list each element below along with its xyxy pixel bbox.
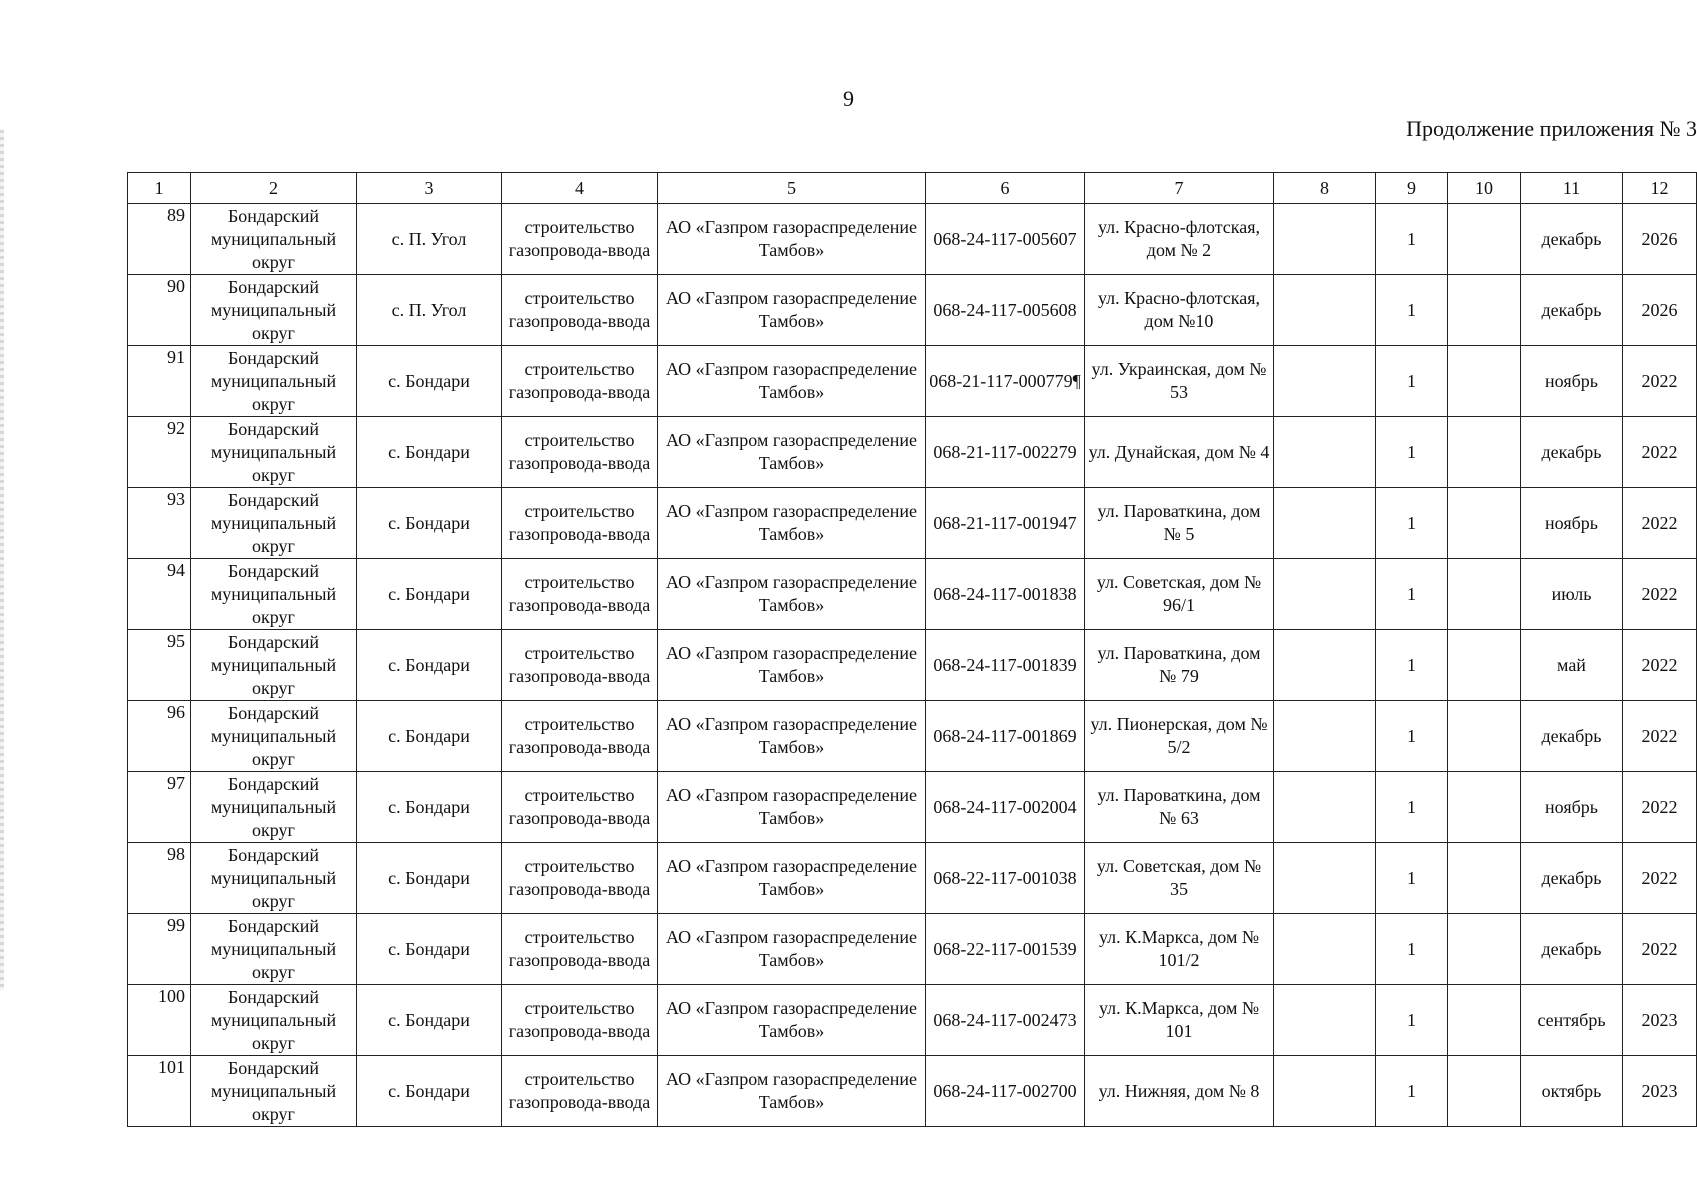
object-code-cell: 068-24-117-005608 (926, 275, 1085, 346)
settlement-cell: с. Бондари (357, 346, 502, 417)
address-cell: ул. Пароваткина, дом № 5 (1085, 488, 1274, 559)
settlement-cell: с. Бондари (357, 559, 502, 630)
work-type-cell: строительство газопровода-ввода (502, 417, 658, 488)
work-type-cell: строительство газопровода-ввода (502, 772, 658, 843)
row-number: 91 (128, 346, 191, 417)
organization-cell: АО «Газпром газораспределение Тамбов» (658, 1056, 926, 1127)
object-code-cell: 068-24-117-005607 (926, 204, 1085, 275)
year-cell: 2022 (1623, 346, 1697, 417)
year-cell: 2022 (1623, 559, 1697, 630)
column-8-cell (1274, 417, 1376, 488)
row-number: 101 (128, 1056, 191, 1127)
header-cell: 9 (1376, 173, 1448, 204)
district-cell: Бондарский муниципальный округ (191, 985, 357, 1056)
work-type-cell: строительство газопровода-ввода (502, 630, 658, 701)
quantity-cell: 1 (1376, 488, 1448, 559)
row-number: 97 (128, 772, 191, 843)
table-row (128, 488, 1697, 559)
continuation-heading: Продолжение приложения № 3 (1406, 116, 1697, 141)
settlement-cell: с. П. Угол (357, 275, 502, 346)
organization-cell: АО «Газпром газораспределение Тамбов» (658, 417, 926, 488)
address-cell: ул. Красно-флотская, дом № 2 (1085, 204, 1274, 275)
year-cell: 2022 (1623, 488, 1697, 559)
district-cell: Бондарский муниципальный округ (191, 559, 357, 630)
work-type-cell: строительство газопровода-ввода (502, 701, 658, 772)
page-number: 9 (843, 86, 854, 111)
row-number: 94 (128, 559, 191, 630)
column-10-cell (1448, 275, 1521, 346)
column-10-cell (1448, 1056, 1521, 1127)
header-cell: 10 (1448, 173, 1521, 204)
address-cell: ул. Советская, дом № 96/1 (1085, 559, 1274, 630)
district-cell: Бондарский муниципальный округ (191, 488, 357, 559)
month-cell: ноябрь (1521, 772, 1623, 843)
header-cell: 4 (502, 173, 658, 204)
month-cell: декабрь (1521, 204, 1623, 275)
quantity-cell: 1 (1376, 843, 1448, 914)
table-row (128, 914, 1697, 985)
row-number: 95 (128, 630, 191, 701)
quantity-cell: 1 (1376, 630, 1448, 701)
district-cell: Бондарский муниципальный округ (191, 417, 357, 488)
column-8-cell (1274, 843, 1376, 914)
district-cell: Бондарский муниципальный округ (191, 843, 357, 914)
organization-cell: АО «Газпром газораспределение Тамбов» (658, 701, 926, 772)
object-code-cell: 068-22-117-001038 (926, 843, 1085, 914)
quantity-cell: 1 (1376, 985, 1448, 1056)
object-code-cell: 068-22-117-001539 (926, 914, 1085, 985)
address-cell: ул. К.Маркса, дом № 101/2 (1085, 914, 1274, 985)
table-row (128, 204, 1697, 275)
address-cell: ул. Нижняя, дом № 8 (1085, 1056, 1274, 1127)
year-cell: 2023 (1623, 985, 1697, 1056)
table-body (128, 204, 1697, 1127)
column-8-cell (1274, 985, 1376, 1056)
district-cell: Бондарский муниципальный округ (191, 630, 357, 701)
year-cell: 2022 (1623, 914, 1697, 985)
address-cell: ул. Дунайская, дом № 4 (1085, 417, 1274, 488)
work-type-cell: строительство газопровода-ввода (502, 488, 658, 559)
quantity-cell: 1 (1376, 701, 1448, 772)
quantity-cell: 1 (1376, 204, 1448, 275)
organization-cell: АО «Газпром газораспределение Тамбов» (658, 559, 926, 630)
object-code-cell: 068-24-117-001839 (926, 630, 1085, 701)
district-cell: Бондарский муниципальный округ (191, 914, 357, 985)
column-10-cell (1448, 488, 1521, 559)
year-cell: 2026 (1623, 275, 1697, 346)
month-cell: октябрь (1521, 1056, 1623, 1127)
table-row (128, 843, 1697, 914)
address-cell: ул. Пароваткина, дом № 79 (1085, 630, 1274, 701)
header-cell: 3 (357, 173, 502, 204)
column-10-cell (1448, 346, 1521, 417)
object-code-cell: 068-24-117-001869 (926, 701, 1085, 772)
year-cell: 2022 (1623, 772, 1697, 843)
quantity-cell: 1 (1376, 559, 1448, 630)
column-10-cell (1448, 701, 1521, 772)
district-cell: Бондарский муниципальный округ (191, 204, 357, 275)
work-type-cell: строительство газопровода-ввода (502, 204, 658, 275)
table-row (128, 630, 1697, 701)
header-cell: 1 (128, 173, 191, 204)
settlement-cell: с. Бондари (357, 772, 502, 843)
address-cell: ул. Советская, дом № 35 (1085, 843, 1274, 914)
row-number: 92 (128, 417, 191, 488)
month-cell: ноябрь (1521, 346, 1623, 417)
header-cell: 6 (926, 173, 1085, 204)
address-cell: ул. Пионерская, дом № 5/2 (1085, 701, 1274, 772)
gas-connection-table (127, 172, 1697, 1127)
work-type-cell: строительство газопровода-ввода (502, 843, 658, 914)
header-cell: 5 (658, 173, 926, 204)
year-cell: 2022 (1623, 701, 1697, 772)
quantity-cell: 1 (1376, 914, 1448, 985)
object-code-cell: 068-21-117-001947 (926, 488, 1085, 559)
month-cell: сентябрь (1521, 985, 1623, 1056)
settlement-cell: с. Бондари (357, 843, 502, 914)
object-code-cell: 068-21-117-000779¶ (926, 346, 1085, 417)
work-type-cell: строительство газопровода-ввода (502, 559, 658, 630)
work-type-cell: строительство газопровода-ввода (502, 275, 658, 346)
address-cell: ул. К.Маркса, дом № 101 (1085, 985, 1274, 1056)
month-cell: ноябрь (1521, 488, 1623, 559)
organization-cell: АО «Газпром газораспределение Тамбов» (658, 346, 926, 417)
row-number: 100 (128, 985, 191, 1056)
district-cell: Бондарский муниципальный округ (191, 346, 357, 417)
organization-cell: АО «Газпром газораспределение Тамбов» (658, 275, 926, 346)
organization-cell: АО «Газпром газораспределение Тамбов» (658, 630, 926, 701)
header-cell: 12 (1623, 173, 1697, 204)
header-cell: 11 (1521, 173, 1623, 204)
settlement-cell: с. Бондари (357, 630, 502, 701)
organization-cell: АО «Газпром газораспределение Тамбов» (658, 488, 926, 559)
header-cell: 8 (1274, 173, 1376, 204)
column-10-cell (1448, 559, 1521, 630)
organization-cell: АО «Газпром газораспределение Тамбов» (658, 843, 926, 914)
column-8-cell (1274, 914, 1376, 985)
address-cell: ул. Красно-флотская, дом №10 (1085, 275, 1274, 346)
settlement-cell: с. Бондари (357, 985, 502, 1056)
column-8-cell (1274, 772, 1376, 843)
month-cell: июль (1521, 559, 1623, 630)
month-cell: май (1521, 630, 1623, 701)
table-row (128, 417, 1697, 488)
address-cell: ул. Пароваткина, дом № 63 (1085, 772, 1274, 843)
settlement-cell: с. П. Угол (357, 204, 502, 275)
address-cell: ул. Украинская, дом № 53 (1085, 346, 1274, 417)
settlement-cell: с. Бондари (357, 914, 502, 985)
column-8-cell (1274, 701, 1376, 772)
month-cell: декабрь (1521, 701, 1623, 772)
column-10-cell (1448, 204, 1521, 275)
work-type-cell: строительство газопровода-ввода (502, 346, 658, 417)
quantity-cell: 1 (1376, 1056, 1448, 1127)
row-number: 99 (128, 914, 191, 985)
column-10-cell (1448, 985, 1521, 1056)
year-cell: 2022 (1623, 843, 1697, 914)
year-cell: 2022 (1623, 417, 1697, 488)
month-cell: декабрь (1521, 914, 1623, 985)
row-number: 96 (128, 701, 191, 772)
object-code-cell: 068-21-117-002279 (926, 417, 1085, 488)
column-10-cell (1448, 417, 1521, 488)
scan-edge-artifact (0, 130, 4, 990)
row-number: 93 (128, 488, 191, 559)
object-code-cell: 068-24-117-002700 (926, 1056, 1085, 1127)
object-code-cell: 068-24-117-002473 (926, 985, 1085, 1056)
table-row (128, 275, 1697, 346)
settlement-cell: с. Бондари (357, 488, 502, 559)
column-8-cell (1274, 488, 1376, 559)
year-cell: 2023 (1623, 1056, 1697, 1127)
organization-cell: АО «Газпром газораспределение Тамбов» (658, 204, 926, 275)
column-8-cell (1274, 346, 1376, 417)
organization-cell: АО «Газпром газораспределение Тамбов» (658, 772, 926, 843)
district-cell: Бондарский муниципальный округ (191, 1056, 357, 1127)
object-code-cell: 068-24-117-001838 (926, 559, 1085, 630)
district-cell: Бондарский муниципальный округ (191, 701, 357, 772)
table-row (128, 701, 1697, 772)
work-type-cell: строительство газопровода-ввода (502, 1056, 658, 1127)
quantity-cell: 1 (1376, 417, 1448, 488)
quantity-cell: 1 (1376, 275, 1448, 346)
table-row (128, 346, 1697, 417)
column-8-cell (1274, 275, 1376, 346)
column-10-cell (1448, 772, 1521, 843)
settlement-cell: с. Бондари (357, 701, 502, 772)
organization-cell: АО «Газпром газораспределение Тамбов» (658, 914, 926, 985)
table-row (128, 772, 1697, 843)
column-10-cell (1448, 630, 1521, 701)
month-cell: декабрь (1521, 275, 1623, 346)
organization-cell: АО «Газпром газораспределение Тамбов» (658, 985, 926, 1056)
year-cell: 2022 (1623, 630, 1697, 701)
year-cell: 2026 (1623, 204, 1697, 275)
row-number: 89 (128, 204, 191, 275)
month-cell: декабрь (1521, 417, 1623, 488)
district-cell: Бондарский муниципальный округ (191, 772, 357, 843)
header-cell: 7 (1085, 173, 1274, 204)
column-10-cell (1448, 843, 1521, 914)
column-8-cell (1274, 1056, 1376, 1127)
month-cell: декабрь (1521, 843, 1623, 914)
work-type-cell: строительство газопровода-ввода (502, 985, 658, 1056)
quantity-cell: 1 (1376, 772, 1448, 843)
row-number: 90 (128, 275, 191, 346)
district-cell: Бондарский муниципальный округ (191, 275, 357, 346)
settlement-cell: с. Бондари (357, 1056, 502, 1127)
table-row (128, 1056, 1697, 1127)
settlement-cell: с. Бондари (357, 417, 502, 488)
row-number: 98 (128, 843, 191, 914)
table-row (128, 985, 1697, 1056)
object-code-cell: 068-24-117-002004 (926, 772, 1085, 843)
header-row (128, 173, 1697, 204)
column-10-cell (1448, 914, 1521, 985)
column-8-cell (1274, 559, 1376, 630)
table-row (128, 559, 1697, 630)
header-cell: 2 (191, 173, 357, 204)
column-8-cell (1274, 204, 1376, 275)
work-type-cell: строительство газопровода-ввода (502, 914, 658, 985)
quantity-cell: 1 (1376, 346, 1448, 417)
column-8-cell (1274, 630, 1376, 701)
